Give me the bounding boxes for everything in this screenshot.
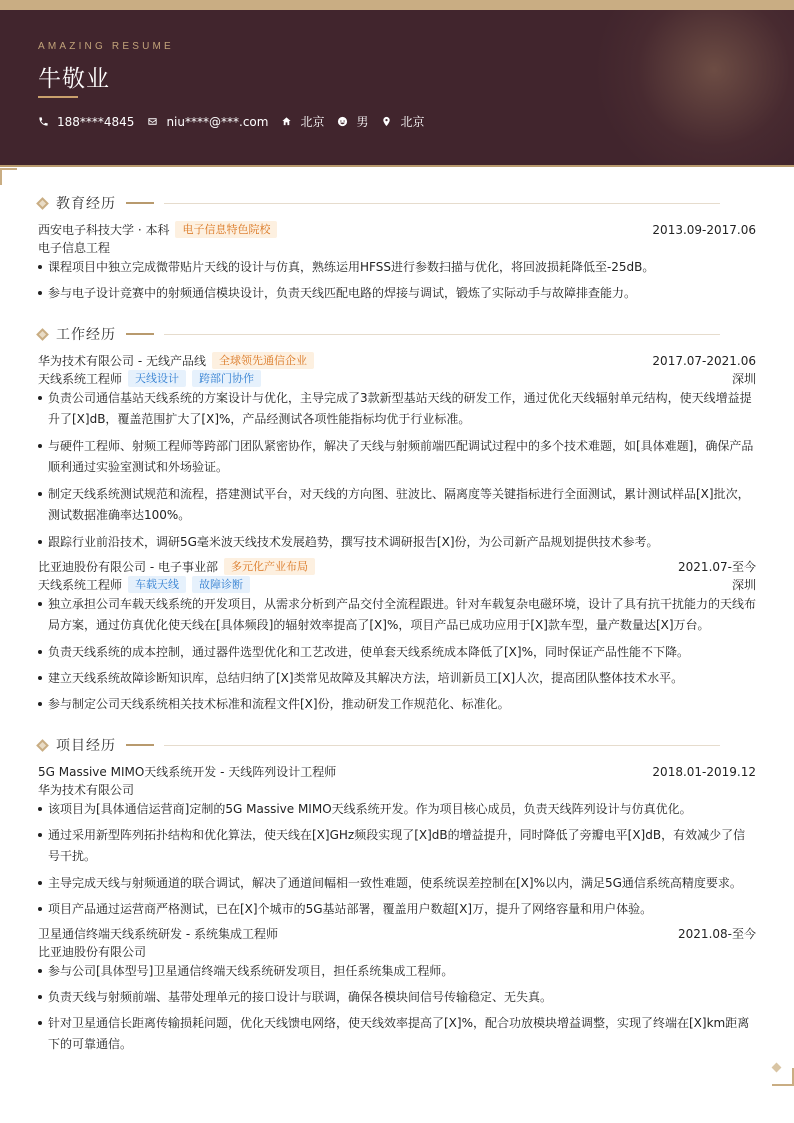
corner-decoration-top-left [0,168,17,185]
contact-email [147,115,268,129]
project-name: 卫星通信终端天线系统研发 - 系统集成工程师 [38,927,278,941]
diamond-icon [36,328,49,341]
contact-gender-text: 男 [356,115,369,129]
work-role-row [38,370,756,387]
work-bullet: 参与制定公司天线系统相关技术标准和流程文件[X]份，推动研发工作规范化、标准化。 [38,694,756,715]
work-role-row [38,576,756,593]
work-company: 华为技术有限公司 - 无线产品线 [38,354,206,368]
work-role-tag: 跨部门协作 [192,370,261,387]
work-period: 2017.07-2021.06 [652,353,756,368]
education-period: 2013.09-2017.06 [652,222,756,237]
resume-header [0,10,794,167]
project-name-row [38,763,756,780]
work-company-row [38,352,756,369]
header-kicker: AMAZING RESUME [38,41,174,52]
contact-home [281,113,324,130]
work-city: 深圳 [731,578,756,592]
education-bullet: 参与电子设计竞赛中的射频通信模块设计，负责天线匹配电路的焊接与调试，锻炼了实际动手与故障排查能力。 [38,283,756,304]
candidate-name: 牛敬业 [38,66,110,92]
project-bullet: 通过采用新型阵列拓扑结构和优化算法，使天线在[X]GHz频段实现了[X]dB的增益提升，同时降低了旁瓣电平[X]dB，有效减少了信号干扰。 [38,825,756,867]
section-long-rule [164,745,720,746]
work-company: 比亚迪股份有限公司 - 电子事业部 [38,560,218,574]
project-bullet: 项目产品通过运营商严格测试，已在[X]个城市的5G基站部署，覆盖用户数超[X]万，提升了网络容量和用户体验。 [38,899,756,920]
section-label: 项目经历 [56,738,116,754]
work-role-tag: 故障诊断 [192,576,250,593]
project-bullet: 负责天线与射频前端、基带处理单元的接口设计与联调，确保各模块间信号传输稳定、无失真。 [38,987,756,1008]
home-icon [281,116,292,127]
location-pin-icon [381,116,392,127]
contact-gender [337,113,368,130]
phone-icon [38,116,49,127]
name-underline [38,96,78,98]
section-short-rule [126,202,154,204]
project-org-row [38,943,756,960]
project-bullet: 该项目为[具体通信运营商]定制的5G Massive MIMO天线系统开发。作为项目核心成员，负责天线阵列设计与仿真优化。 [38,799,756,820]
contact-location-text: 北京 [400,115,425,129]
project-name: 5G Massive MIMO天线系统开发 - 天线阵列设计工程师 [38,765,337,779]
header-glow-decoration [594,10,794,167]
project-period: 2021.08-至今 [678,927,756,941]
work-company-row [38,558,756,575]
project-org: 比亚迪股份有限公司 [38,945,147,959]
project-org: 华为技术有限公司 [38,783,135,797]
work-period: 2021.07-至今 [678,560,756,574]
contact-phone [38,115,134,129]
work-role: 天线系统工程师 [38,578,123,592]
diamond-icon [36,197,49,210]
work-company-tag: 多元化产业布局 [224,558,315,575]
work-city: 深圳 [731,372,756,386]
work-company-tag: 全球领先通信企业 [212,352,314,369]
section-projects-title [36,735,756,755]
contact-home-text: 北京 [300,115,325,129]
education-bullet: 课程项目中独立完成微带贴片天线的设计与仿真，熟练运用HFSS进行参数扫描与优化，将回波损耗降低至-25dB。 [38,257,756,278]
work-role-tag: 车载天线 [128,576,186,593]
contact-location [381,113,424,130]
section-education-title [36,193,756,213]
email-icon [147,116,158,127]
header-bottom-line [0,165,794,167]
section-label: 工作经历 [56,327,116,343]
work-bullet: 制定天线系统测试规范和流程，搭建测试平台，对天线的方向图、驻波比、隔离度等关键指标进行全面测试，累计测试样品[X]批次，测试数据准确率达100%。 [38,484,756,526]
gender-icon [337,116,348,127]
top-accent-bar [0,0,794,10]
diamond-icon [36,739,49,752]
work-bullet: 负责公司通信基站天线系统的方案设计与优化，主导完成了3款新型基站天线的研发工作，通过优化天线辐射单元结构，使天线增益提升了[X]dB，覆盖范围扩大了[X]%，产品经测试各项性能指标均优于行业标准。 [38,388,756,430]
section-short-rule [126,744,154,746]
project-bullet: 参与公司[具体型号]卫星通信终端天线系统研发项目，担任系统集成工程师。 [38,961,756,982]
work-role-tag: 天线设计 [128,370,186,387]
section-label: 教育经历 [56,196,116,212]
corner-decoration-bottom-right [772,1068,794,1086]
education-school-row [38,221,756,238]
work-role: 天线系统工程师 [38,372,123,386]
work-bullet: 负责天线系统的成本控制，通过器件选型优化和工艺改进，使单套天线系统成本降低了[X]%，同时保证产品性能不下降。 [38,642,756,663]
work-bullet: 与硬件工程师、射频工程师等跨部门团队紧密协作，解决了天线与射频前端匹配调试过程中的多个技术难题，如[具体难题]，确保产品顺利通过实验室测试和外场验证。 [38,436,756,478]
education-school: 西安电子科技大学 · 本科 [38,223,170,237]
contact-list [38,113,438,130]
section-work-title [36,324,756,344]
work-bullet: 建立天线系统故障诊断知识库，总结归纳了[X]类常见故障及其解决方法，培训新员工[X]人次，提高团队整体技术水平。 [38,668,756,689]
education-major-row [38,239,756,256]
contact-email-text: niu****@***.com [166,114,269,129]
work-bullet: 跟踪行业前沿技术，调研5G毫米波天线技术发展趋势，撰写技术调研报告[X]份，为公司新产品规划提供技术参考。 [38,532,756,553]
project-org-row [38,781,756,798]
section-long-rule [164,334,720,335]
section-long-rule [164,203,720,204]
project-period: 2018.01-2019.12 [652,764,756,779]
education-major: 电子信息工程 [38,241,111,255]
project-bullet: 主导完成天线与射频通道的联合调试，解决了通道间幅相一致性难题，使系统误差控制在[X]%以内，满足5G通信系统高精度要求。 [38,873,756,894]
project-bullet: 针对卫星通信长距离传输损耗问题，优化天线馈电网络，使天线效率提高了[X]%，配合功放模块增益调整，实现了终端在[X]km距离下的可靠通信。 [38,1013,756,1055]
work-bullet: 独立承担公司车载天线系统的开发项目，从需求分析到产品交付全流程跟进。针对车载复杂电磁环境，设计了具有抗干扰能力的天线布局方案，通过仿真优化使天线在[具体频段]的辐射效率提高了[X]%，项目产品已成功应用于[X]款车型，量产数量达[X]万台。 [38,594,756,636]
project-name-row [38,925,756,942]
contact-phone-text: 188****4845 [57,114,135,129]
section-short-rule [126,333,154,335]
education-school-tag: 电子信息特色院校 [175,221,277,238]
